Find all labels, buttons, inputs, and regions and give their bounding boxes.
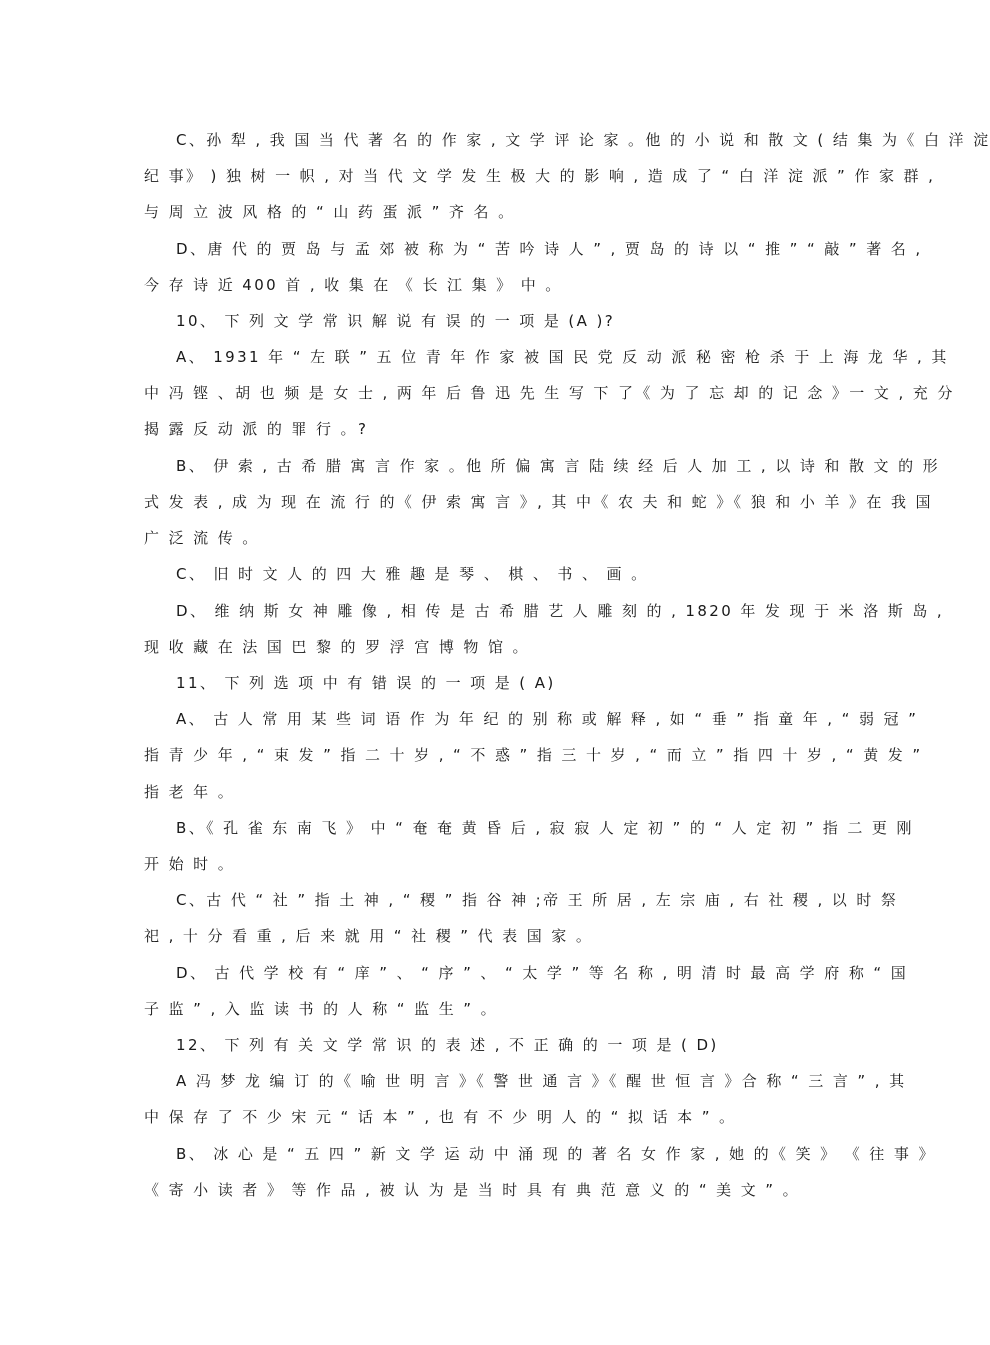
text-line: 指 青 少 年 , “ 束 发 ” 指 二 十 岁 , “ 不 惑 ” 指 三 十 岁 , “ 而 立 ” 指 四 十 岁 , “ 黄 发 ” [144, 746, 923, 764]
question-heading: 10、 下 列 文 学 常 识 解 说 有 误 的 一 项 是 (A )? [176, 312, 616, 330]
text-line: 开 始 时 。 [144, 855, 236, 873]
text-line: 与 周 立 波 风 格 的 “ 山 药 蛋 派 ” 齐 名 。 [144, 203, 516, 221]
text-line: 纪 事》 ) 独 树 一 帜 , 对 当 代 文 学 发 生 极 大 的 影 响 , 造 成 了 “ 白 洋 淀 派 ” 作 家 群 , [144, 167, 936, 185]
question-heading: 12、 下 列 有 关 文 学 常 识 的 表 述 , 不 正 确 的 一 项 是 ( D) [176, 1036, 719, 1054]
text-line: 今 存 诗 近 400 首 , 收 集 在 《 长 江 集 》 中 。 [144, 276, 563, 294]
question-heading: 11、 下 列 选 项 中 有 错 误 的 一 项 是 ( A) [176, 674, 556, 692]
text-line: A 冯 梦 龙 编 订 的《 喻 世 明 言 》《 警 世 通 言 》《 醒 世 恒 言 》合 称 “ 三 言 ” , 其 [176, 1072, 907, 1090]
text-line: C、古 代 “ 社 ” 指 土 神 , “ 稷 ” 指 谷 神 ;帝 王 所 居 , 左 宗 庙 , 右 社 稷 , 以 时 祭 [176, 891, 899, 909]
text-line: D、 维 纳 斯 女 神 雕 像 , 相 传 是 古 希 腊 艺 人 雕 刻 的 , 1820 年 发 现 于 米 洛 斯 岛 , [176, 602, 945, 620]
text-line: B、 冰 心 是 “ 五 四 ” 新 文 学 运 动 中 涌 现 的 著 名 女 作 家 , 她 的《 笑 》 《 往 事 》 [176, 1145, 936, 1163]
text-line: A、 古 人 常 用 某 些 词 语 作 为 年 纪 的 别 称 或 解 释 , 如 “ 垂 ” 指 童 年 , “ 弱 冠 ” [176, 710, 919, 728]
text-line: 指 老 年 。 [144, 783, 236, 801]
text-line: D、 古 代 学 校 有 “ 庠 ” 、 “ 序 ” 、 “ 太 学 ” 等 名 称 , 明 清 时 最 高 学 府 称 “ 国 [176, 964, 909, 982]
text-line: 现 收 藏 在 法 国 巴 黎 的 罗 浮 宫 博 物 馆 。 [144, 638, 530, 656]
text-line: 《 寄 小 读 者 》 等 作 品 , 被 认 为 是 当 时 具 有 典 范 意 义 的 “ 美 文 ” 。 [144, 1181, 801, 1199]
text-line: 广 泛 流 传 。 [144, 529, 260, 547]
text-line: D、唐 代 的 贾 岛 与 孟 郊 被 称 为 “ 苦 吟 诗 人 ” , 贾 岛 的 诗 以 “ 推 ” “ 敲 ” 著 名 , [176, 240, 923, 258]
text-line: 子 监 ” , 入 监 读 书 的 人 称 “ 监 生 ” 。 [144, 1000, 499, 1018]
text-line: 祀 , 十 分 看 重 , 后 来 就 用 “ 社 稷 ” 代 表 国 家 。 [144, 927, 594, 945]
text-line: C、孙 犁 , 我 国 当 代 著 名 的 作 家 , 文 学 评 论 家 。他 的 小 说 和 散 文 ( 结 集 为《 白 洋 淀 [176, 131, 990, 149]
text-line: B、《 孔 雀 东 南 飞 》 中 “ 奄 奄 黄 昏 后 , 寂 寂 人 定 初 ” 的 “ 人 定 初 ” 指 二 更 刚 [176, 819, 914, 837]
text-line: 式 发 表 , 成 为 现 在 流 行 的《 伊 索 寓 言 》, 其 中《 农 夫 和 蛇 》《 狼 和 小 羊 》在 我 国 [144, 493, 933, 511]
text-line: 中 冯 铿 、胡 也 频 是 女 士 , 两 年 后 鲁 迅 先 生 写 下 了《 为 了 忘 却 的 记 念 》一 文 , 充 分 [144, 384, 955, 402]
text-line: B、 伊 索 , 古 希 腊 寓 言 作 家 。他 所 偏 寓 言 陆 续 经 后 人 加 工 , 以 诗 和 散 文 的 形 [176, 457, 941, 475]
text-line: A、 1931 年 “ 左 联 ” 五 位 青 年 作 家 被 国 民 党 反 动 派 秘 密 枪 杀 于 上 海 龙 华 , 其 [176, 348, 949, 366]
text-line: 中 保 存 了 不 少 宋 元 “ 话 本 ” , 也 有 不 少 明 人 的 “ 拟 话 本 ” 。 [144, 1108, 737, 1126]
text-line: 揭 露 反 动 派 的 罪 行 。? [144, 420, 369, 438]
text-line: C、 旧 时 文 人 的 四 大 雅 趣 是 琴 、 棋 、 书 、 画 。 [176, 565, 649, 583]
